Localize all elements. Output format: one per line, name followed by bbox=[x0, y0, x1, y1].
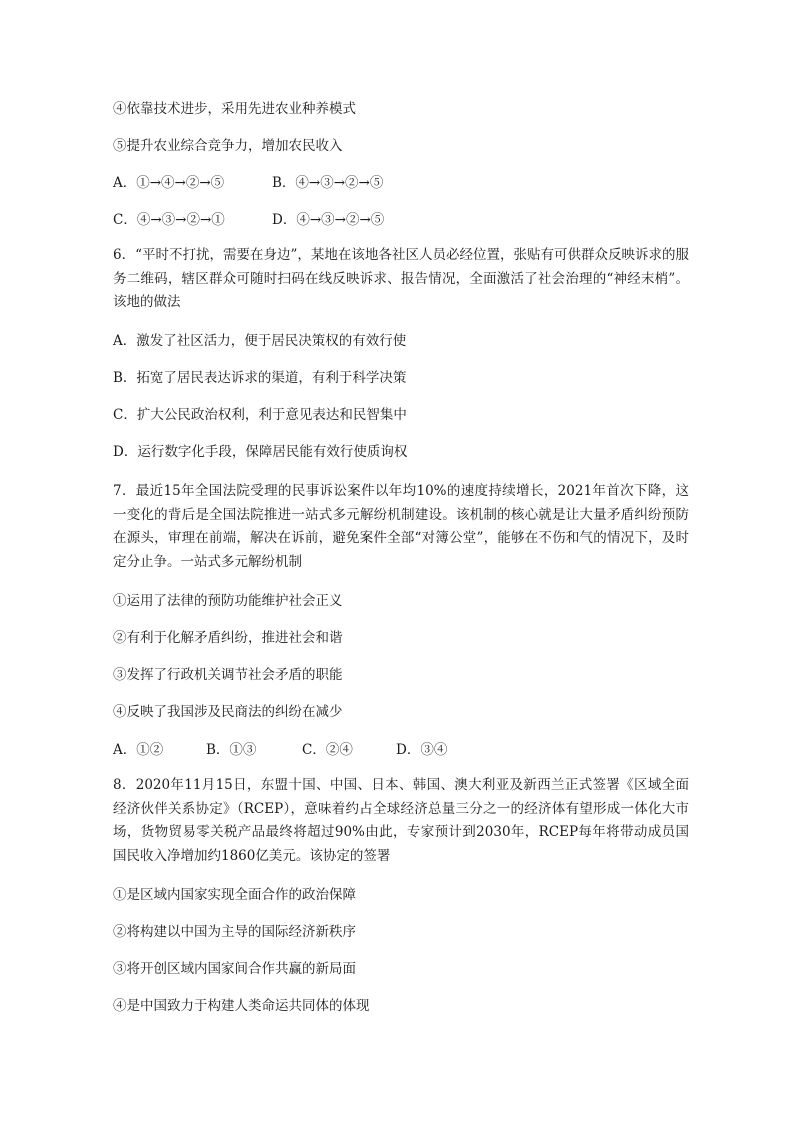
q7-option-a: A．①② bbox=[113, 742, 164, 758]
q8-item-1: ①是区域内国家实现全面合作的政治保障 bbox=[113, 887, 356, 903]
q5-item-4: ④依靠技术进步，采用先进农业种养模式 bbox=[113, 101, 356, 117]
q8-item-3: ③将开创区域内国家间合作共赢的新局面 bbox=[113, 961, 356, 977]
q7-option-c: C．②④ bbox=[302, 742, 353, 758]
q8-item-2: ②将构建以中国为主导的国际经济新秩序 bbox=[113, 924, 356, 940]
q7-stem: 7．最近15年全国法院受理的民事诉讼案件以年均10%的速度持续增长，2021年首次下降，这一变化的背后是全国法院推进一站式多元解纷机制建设。该机制的核心就是让大量矛盾纠纷预防在源头，审理在前端，解决在诉前，避免案件全部“对簿公堂”，能够在不伤和气的情况下，及时定分止争。一站式多元解纷机制 bbox=[113, 483, 689, 570]
q8-stem: 8．2020年11月15日，东盟十国、中国、日本、韩国、澳大利亚及新西兰正式签署《区域全面经济伙伴关系协定》（RCEP），意味着约占全球经济总量三分之一的经济体有望形成一体化大市场，货物贸易零关税产品最终将超过90%由此，专家预计到2030年，RCEP每年将带动成员国国民收入净增加约1860亿美元。该协定的签署 bbox=[113, 777, 689, 864]
q7-option-d: D．③④ bbox=[396, 742, 448, 758]
q5-option-a: A．①→④→②→⑤ bbox=[113, 175, 225, 191]
q7-item-4: ④反映了我国涉及民商法的纠纷在减少 bbox=[113, 704, 343, 720]
q8-item-4: ④是中国致力于构建人类命运共同体的体现 bbox=[113, 998, 370, 1014]
q7-item-3: ③发挥了行政机关调节社会矛盾的职能 bbox=[113, 667, 343, 683]
q6-stem: 6．“平时不打扰，需要在身边”，某地在该地各社区人员必经位置，张贴有可供群众反映诉求的服务二维码，辖区群众可随时扫码在线反映诉求、报告情况，全面激活了社会治理的“神经末梢”。该地的做法 bbox=[113, 247, 689, 310]
q7-item-2: ②有利于化解矛盾纠纷，推进社会和谐 bbox=[113, 630, 343, 646]
q7-item-1: ①运用了法律的预防功能维护社会正义 bbox=[113, 593, 343, 609]
q5-option-c: C．④→③→②→① bbox=[113, 212, 225, 228]
q7-option-b: B．①③ bbox=[206, 742, 257, 758]
q6-option-b: B．拓宽了居民表达诉求的渠道，有利于科学决策 bbox=[113, 370, 407, 386]
q6-option-c: C．扩大公民政治权利，利于意见表达和民智集中 bbox=[113, 407, 407, 423]
q5-option-d: D．④→③→②→⑤ bbox=[272, 212, 385, 228]
q5-option-b: B．④→③→②→⑤ bbox=[272, 175, 384, 191]
q6-option-d: D．运行数字化手段，保障居民能有效行使质询权 bbox=[113, 444, 408, 460]
q6-option-a: A．激发了社区活力，便于居民决策权的有效行使 bbox=[113, 333, 407, 349]
q5-item-5: ⑤提升农业综合竞争力，增加农民收入 bbox=[113, 138, 343, 154]
